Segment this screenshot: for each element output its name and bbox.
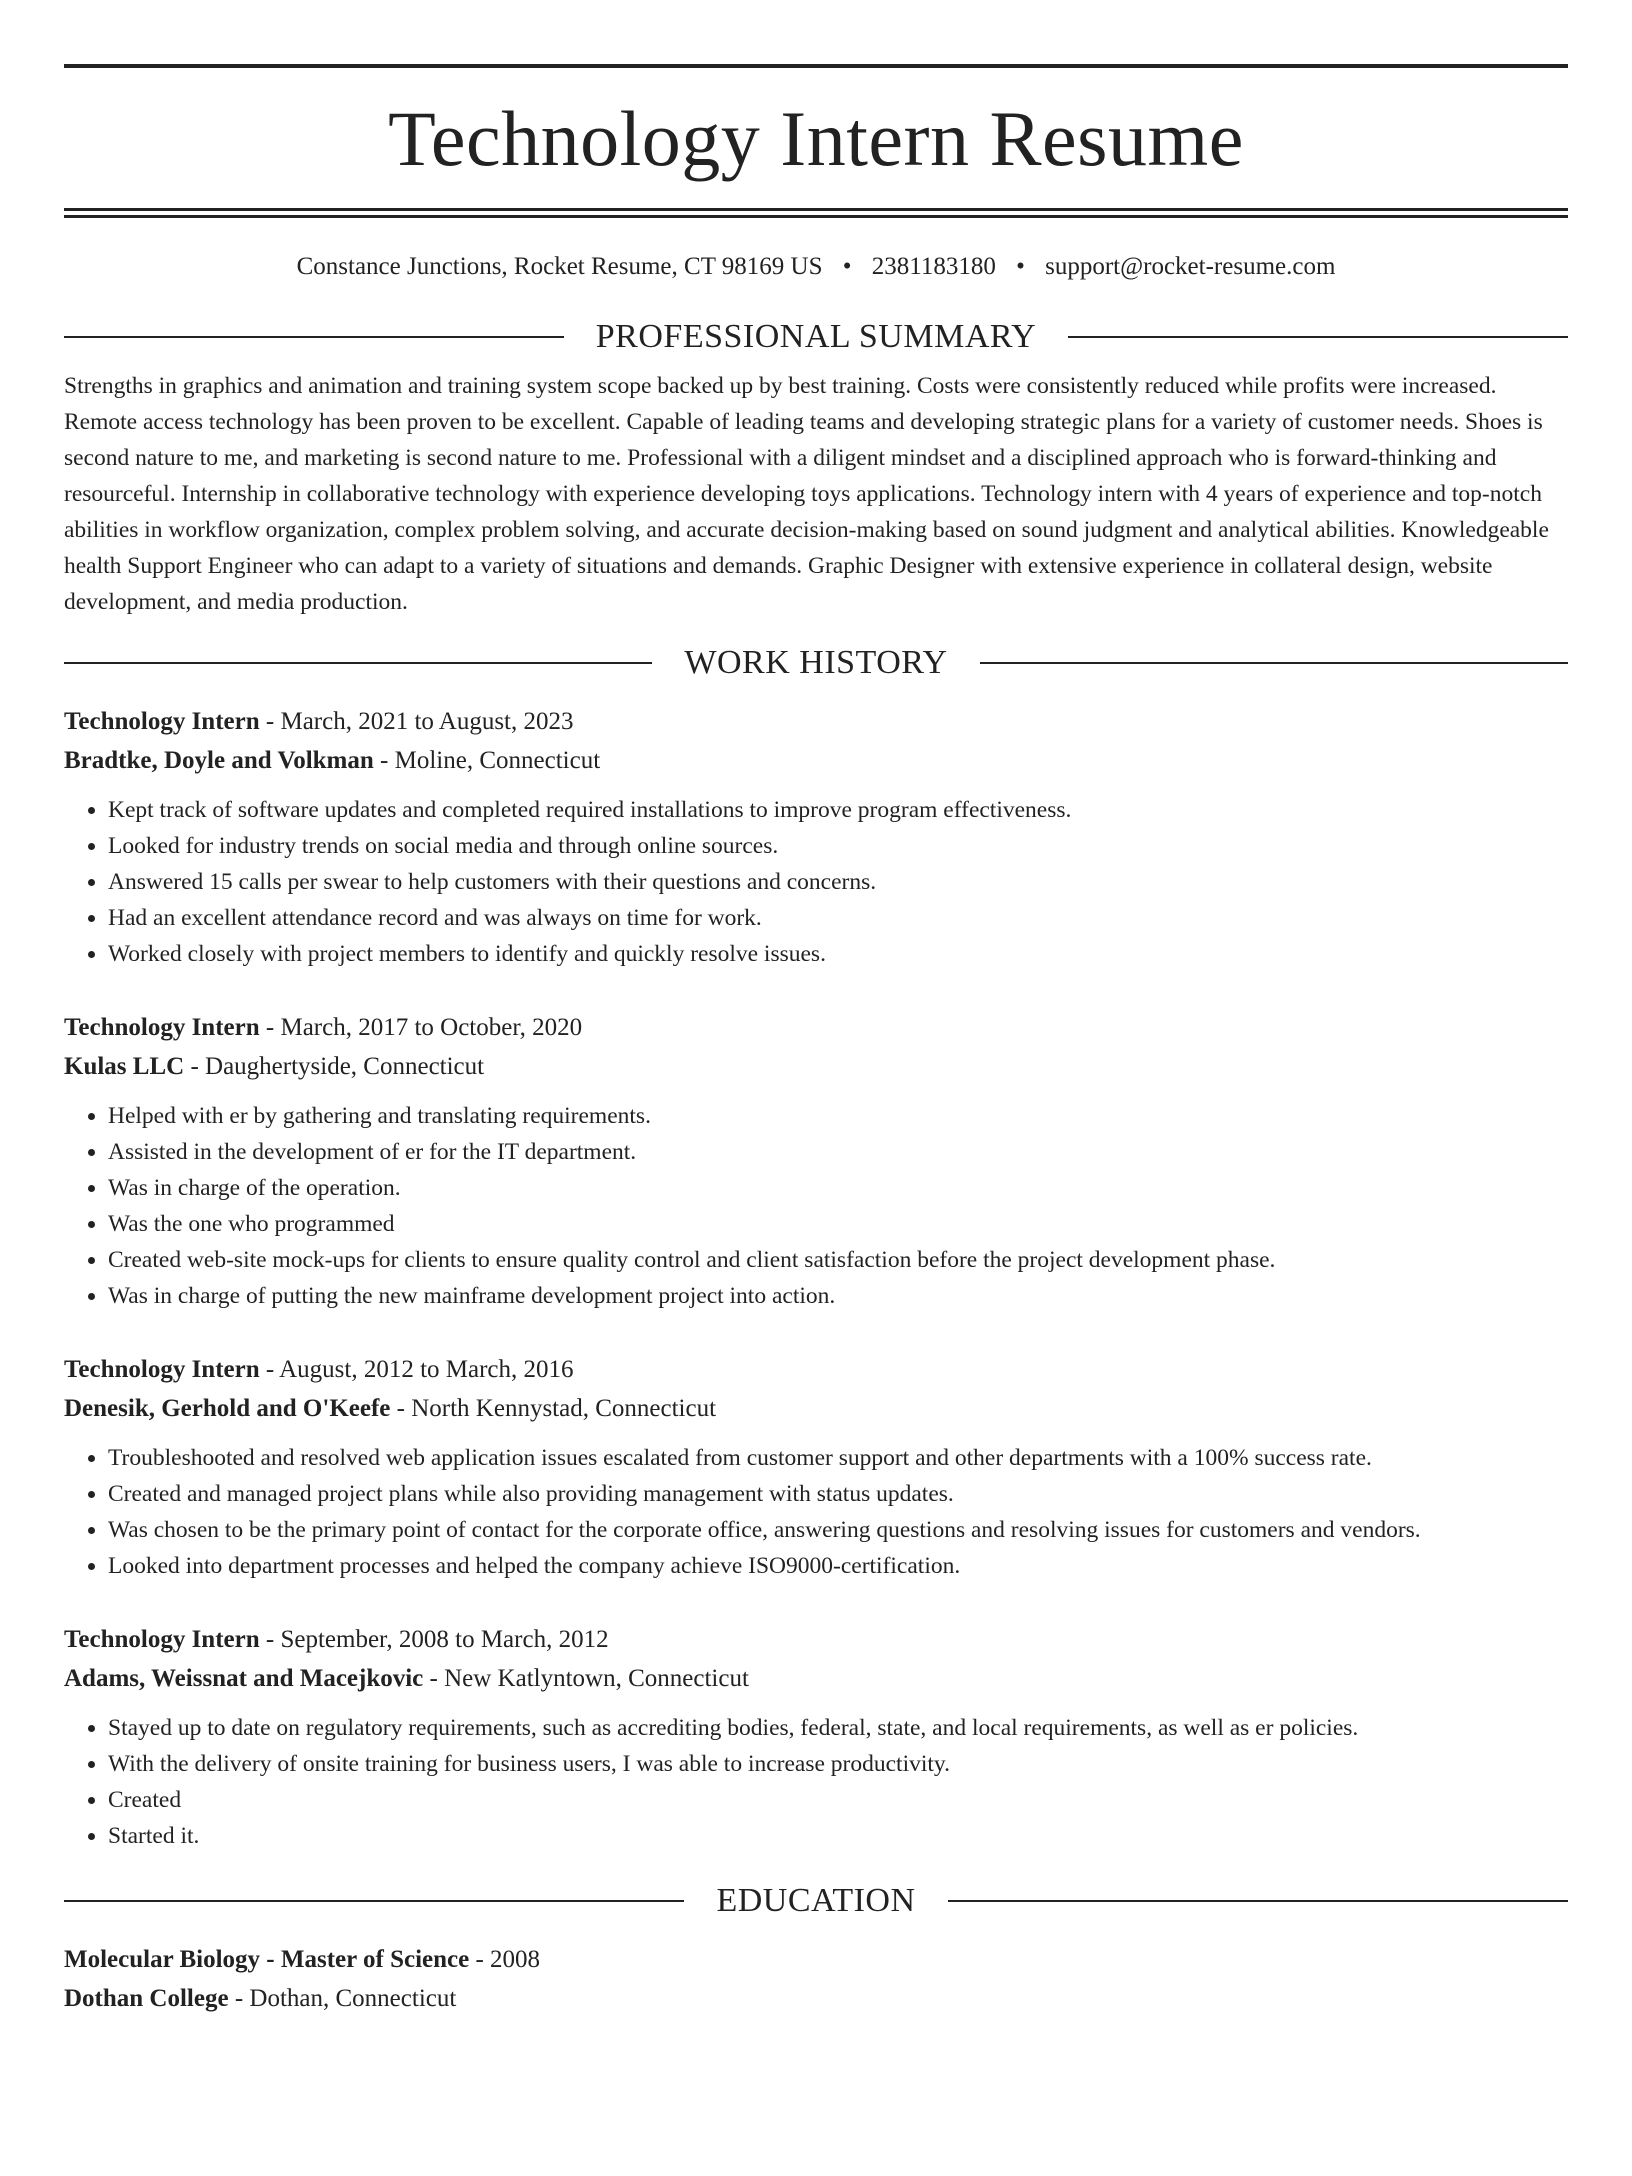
job-company-line <box>64 1389 1568 1428</box>
job-bullet: • Was chosen to be the primary point of contact for the corporate office, answering questions and resolving issues for customers and vendors. <box>108 1512 1568 1548</box>
title-double-rule <box>64 208 1568 218</box>
job-role: Technology Intern <box>64 1356 260 1383</box>
job-entry <box>64 1620 1568 1854</box>
job-company: Denesik, Gerhold and O'Keefe <box>64 1395 391 1422</box>
page-title: Technology Intern Resume <box>388 95 1244 182</box>
job-bullet: • Troubleshooted and resolved web application issues escalated from customer support and other departments with a 100% success rate. <box>108 1440 1568 1476</box>
top-rule <box>64 64 1568 68</box>
contact-separator: • <box>842 253 852 280</box>
section-title-education: EDUCATION <box>716 1882 916 1919</box>
resume-page <box>0 64 1632 2176</box>
heading-rule-right <box>980 662 1568 664</box>
job-bullet-list <box>64 792 1568 972</box>
job-dates: - March, 2017 to October, 2020 <box>259 1014 583 1041</box>
education-degree: Molecular Biology - Master of Science <box>64 1946 470 1973</box>
section-heading-work <box>64 646 1568 680</box>
job-bullet-list <box>64 1098 1568 1314</box>
section-title-summary: PROFESSIONAL SUMMARY <box>595 318 1037 355</box>
heading-rule-right <box>948 1900 1568 1902</box>
job-bullet: • With the delivery of onsite training for business users, I was able to increase productivity. <box>108 1746 1568 1782</box>
contact-separator: • <box>1016 253 1025 280</box>
job-location: - Moline, Connecticut <box>373 747 601 774</box>
job-dates: - March, 2021 to August, 2023 <box>259 708 574 735</box>
job-role-line <box>64 1008 1568 1047</box>
job-bullet: • Worked closely with project members to identify and quickly resolve issues. <box>108 936 1568 972</box>
job-company-line <box>64 1047 1568 1086</box>
job-bullet: • Created web-site mock-ups for clients to ensure quality control and client satisfaction before the project development phase. <box>108 1242 1568 1278</box>
education-year: - 2008 <box>469 1946 541 1973</box>
job-location: - New Katlyntown, Connecticut <box>423 1665 749 1692</box>
contact-email: support@rocket-resume.com <box>1045 253 1336 280</box>
job-entry <box>64 1008 1568 1314</box>
job-bullet: • Was in charge of putting the new mainframe development project into action. <box>108 1278 1568 1314</box>
job-company-line <box>64 741 1568 780</box>
job-bullet: • Stayed up to date on regulatory requirements, such as accrediting bodies, federal, state, and local requirements, as well as er policies. <box>108 1710 1568 1746</box>
contact-address: Constance Junctions, Rocket Resume, CT 98169 US <box>296 253 823 280</box>
section-title-work: WORK HISTORY <box>684 644 948 681</box>
job-bullet: • Was in charge of the operation. <box>108 1170 1568 1206</box>
education-school-line <box>64 1979 1568 2018</box>
job-bullet: • Created and managed project plans while also providing management with status updates. <box>108 1476 1568 1512</box>
job-role-line <box>64 1350 1568 1389</box>
job-location: - Daughertyside, Connecticut <box>184 1053 485 1080</box>
job-company: Kulas LLC <box>64 1053 185 1080</box>
heading-rule-left <box>64 1900 684 1902</box>
heading-rule-left <box>64 662 652 664</box>
job-bullet-list <box>64 1710 1568 1854</box>
job-company-line <box>64 1659 1568 1698</box>
job-company: Bradtke, Doyle and Volkman <box>64 747 374 774</box>
section-heading-education <box>64 1884 1568 1918</box>
job-bullet: • Answered 15 calls per swear to help customers with their questions and concerns. <box>108 864 1568 900</box>
job-role: Technology Intern <box>64 1014 260 1041</box>
heading-rule-right <box>1068 336 1568 338</box>
job-role-line <box>64 1620 1568 1659</box>
summary-text: Strengths in graphics and animation and training system scope backed up by best training. Costs were consistently reduced while profits were increased. Remote access technology has been proven to be excellent. Capable of leading teams and developing strategic plans for a variety of customer needs. Shoes is second nature to me, and marketing is second nature to me. Professional with a diligent mindset and a disciplined approach who is forward-thinking and resourceful. Internship in collaborative technology with experience developing toys applications. Technology intern with 4 years of experience and top-notch abilities in workflow organization, complex problem solving, and accurate decision-making based on sound judgment and analytical abilities. Knowledgeable health Support Engineer who can adapt to a variety of situations and demands. Graphic Designer with extensive experience in collateral design, website development, and media production. <box>64 373 1549 615</box>
job-bullet: • Looked into department processes and helped the company achieve ISO9000-certification. <box>108 1548 1568 1584</box>
education-entry <box>64 1940 1568 2018</box>
job-dates: - September, 2008 to March, 2012 <box>259 1626 609 1653</box>
contact-line <box>64 252 1568 282</box>
job-dates: - August, 2012 to March, 2016 <box>259 1356 574 1383</box>
job-company: Adams, Weissnat and Macejkovic <box>64 1665 424 1692</box>
job-bullet: • Looked for industry trends on social media and through online sources. <box>108 828 1568 864</box>
contact-phone: 2381183180 <box>871 253 996 280</box>
job-role: Technology Intern <box>64 1626 260 1653</box>
heading-rule-left <box>64 336 564 338</box>
job-bullet-list <box>64 1440 1568 1584</box>
job-entry <box>64 702 1568 972</box>
job-bullet: • Had an excellent attendance record and was always on time for work. <box>108 900 1568 936</box>
job-bullet: • Kept track of software updates and completed required installations to improve program effectiveness. <box>108 792 1568 828</box>
job-location: - North Kennystad, Connecticut <box>390 1395 717 1422</box>
section-heading-summary <box>64 320 1568 354</box>
job-bullet: • Helped with er by gathering and translating requirements. <box>108 1098 1568 1134</box>
job-bullet: • Started it. <box>108 1818 1568 1854</box>
job-role: Technology Intern <box>64 708 260 735</box>
job-role-line <box>64 702 1568 741</box>
job-bullet: • Was the one who programmed <box>108 1206 1568 1242</box>
education-location: - Dothan, Connecticut <box>228 1985 457 2012</box>
job-bullet: • Created <box>108 1782 1568 1818</box>
job-bullet: • Assisted in the development of er for the IT department. <box>108 1134 1568 1170</box>
job-entry <box>64 1350 1568 1584</box>
education-school: Dothan College <box>64 1985 229 2012</box>
education-degree-line <box>64 1940 1568 1979</box>
